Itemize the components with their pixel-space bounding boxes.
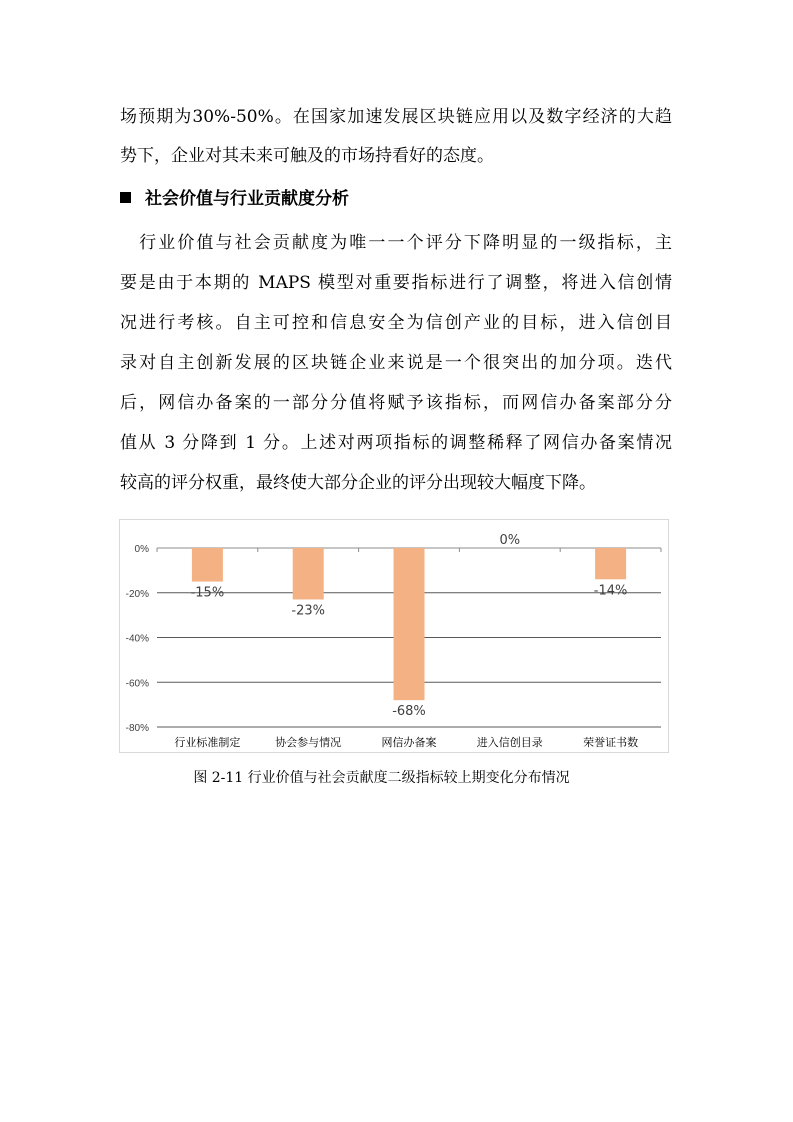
x-category-label: 进入信创目录 — [476, 736, 543, 749]
text-line: 后，网信办备案的一部分分值将赋予该指标，而网信办备案部分分 — [120, 393, 672, 413]
y-tick-label: -60% — [125, 678, 149, 690]
y-tick-label: -20% — [125, 588, 149, 600]
data-label: -14% — [593, 583, 628, 599]
x-category-label: 荣誉证书数 — [583, 736, 639, 749]
section-heading — [120, 188, 349, 210]
text-line: 要是由于本期的 MAPS 模型对重要指标进行了调整，将进入信创情 — [120, 273, 672, 293]
text-line: 录对自主创新发展的区块链企业来说是一个很突出的加分项。迭代 — [120, 353, 672, 373]
bar — [394, 548, 425, 700]
bar-chart — [119, 519, 669, 753]
data-label: -68% — [392, 704, 426, 720]
y-tick-label: -40% — [125, 633, 149, 645]
data-label: -23% — [291, 603, 325, 619]
chart-canvas — [120, 520, 670, 754]
text-line: 况进行考核。自主可控和信息安全为信创产业的目标，进入信创目 — [120, 313, 672, 333]
data-label: 0% — [499, 533, 521, 548]
bar — [293, 548, 324, 599]
text-line: 行业价值与社会贡献度为唯一一个评分下降明显的一级指标，主 — [120, 233, 672, 253]
bar — [192, 548, 223, 582]
square-bullet-icon — [120, 192, 131, 203]
data-label: -15% — [190, 585, 225, 601]
text-line: 较高的评分权重，最终使大部分企业的评分出现较大幅度下降。 — [120, 473, 596, 493]
x-category-label: 网信办备案 — [381, 736, 437, 749]
bar — [595, 548, 626, 579]
figure-caption-text: 图 2-11 行业价值与社会贡献度二级指标较上期变化分布情况 — [193, 770, 570, 786]
text-line: 场预期为30%-50%。在国家加速发展区块链应用以及数字经济的大趋 — [120, 107, 672, 127]
text-line: 势下，企业对其未来可触及的市场持看好的态度。 — [120, 146, 494, 166]
y-tick-label: -80% — [125, 723, 149, 734]
section-heading-text: 社会价值与行业贡献度分析 — [145, 189, 349, 209]
x-category-label: 协会参与情况 — [275, 736, 342, 749]
x-category-label: 行业标准制定 — [174, 736, 241, 749]
figure-caption — [0, 768, 793, 788]
y-tick-label: 0% — [134, 544, 149, 555]
text-line: 值从 3 分降到 1 分。上述对两项指标的调整稀释了网信办备案情况 — [120, 433, 672, 453]
